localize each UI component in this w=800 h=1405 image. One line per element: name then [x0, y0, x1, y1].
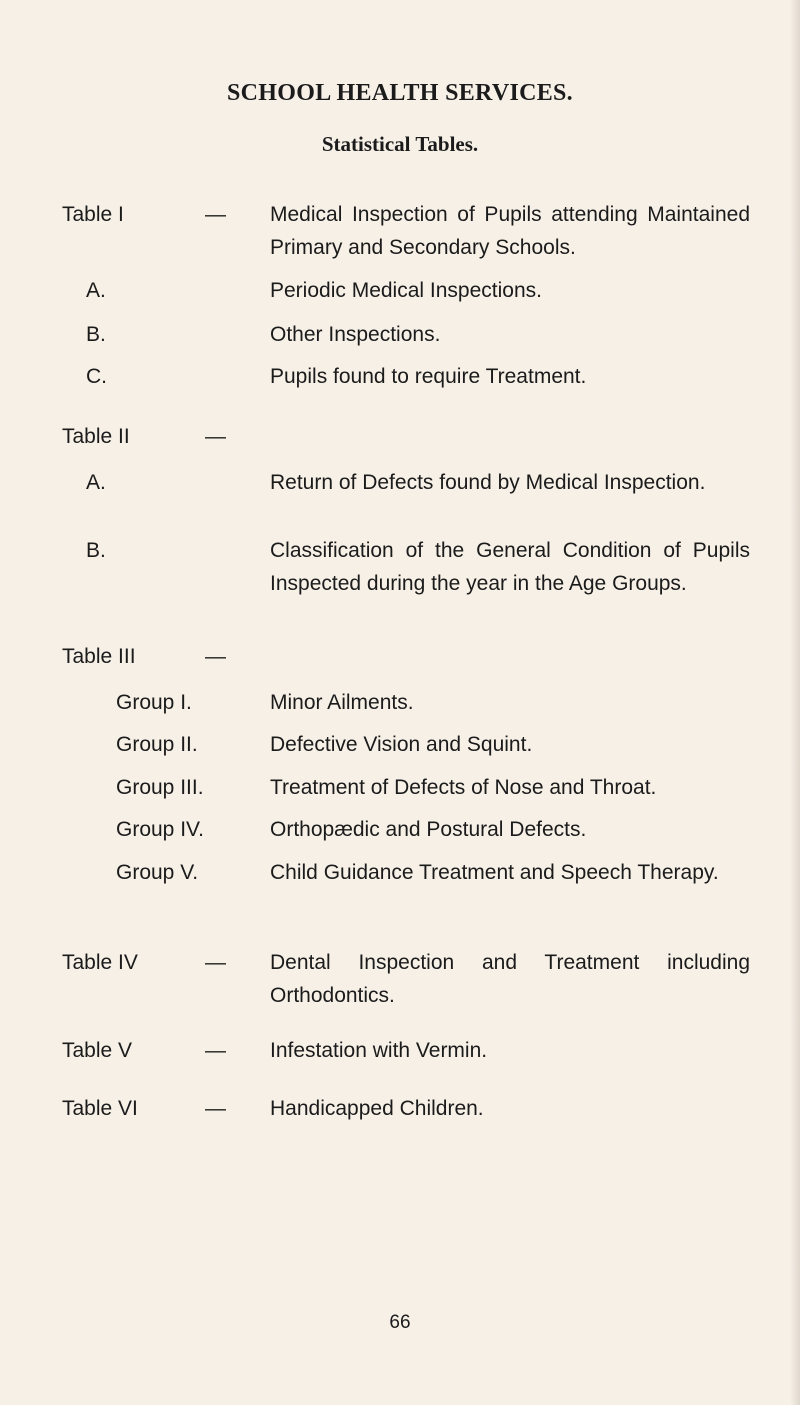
page-edge-shadow — [790, 0, 800, 1405]
page-title: SCHOOL HEALTH SERVICES. — [227, 80, 573, 106]
row-label: A. — [86, 471, 106, 494]
row-description: Infestation with Vermin. — [270, 1039, 488, 1062]
row-description: Medical Inspection of Pupils attending Maintained Primary and Secondary Schools. — [270, 203, 750, 259]
row-dash: — — [205, 425, 226, 448]
row-label: Group V. — [116, 861, 199, 884]
row-description: Orthopædic and Postural Defects. — [270, 818, 587, 841]
page-subtitle: Statistical Tables. — [321, 132, 479, 156]
row-description: Classification of the General Condition of Pupils Inspected during the year in the Age Groups. — [270, 539, 750, 595]
row-description: Return of Defects found by Medical Inspection. — [270, 471, 706, 494]
row-label: Table III — [62, 645, 136, 668]
row-dash: — — [205, 1097, 226, 1120]
row-dash: — — [205, 1039, 226, 1062]
row-description: Minor Ailments. — [270, 691, 414, 714]
row-dash: — — [205, 951, 226, 974]
row-label: Table VI — [62, 1097, 138, 1120]
row-description: Other Inspections. — [270, 323, 441, 346]
row-dash: — — [205, 203, 226, 226]
row-label: Table I — [62, 203, 124, 226]
row-description: Handicapped Children. — [270, 1097, 484, 1120]
row-description: Pupils found to require Treatment. — [270, 365, 587, 388]
row-label: B. — [86, 323, 106, 346]
row-label: Table V — [62, 1039, 133, 1062]
row-label: B. — [86, 539, 106, 562]
page-number: 66 — [389, 1312, 411, 1333]
row-dash: — — [205, 645, 226, 668]
row-label: Table II — [62, 425, 130, 448]
row-label: Group IV. — [116, 818, 204, 841]
row-label: Group II. — [116, 733, 198, 756]
row-label: C. — [86, 365, 107, 388]
row-label: Table IV — [62, 951, 138, 974]
row-description: Defective Vision and Squint. — [270, 733, 533, 756]
row-description: Child Guidance Treatment and Speech Therapy. — [270, 861, 719, 884]
row-description: Periodic Medical Inspections. — [270, 279, 542, 302]
row-label: A. — [86, 279, 106, 302]
row-label: Group I. — [116, 691, 192, 714]
row-label: Group III. — [116, 776, 204, 799]
row-description: Dental Inspection and Treatment including Orthodontics. — [270, 951, 750, 1007]
row-description: Treatment of Defects of Nose and Throat. — [270, 776, 657, 799]
